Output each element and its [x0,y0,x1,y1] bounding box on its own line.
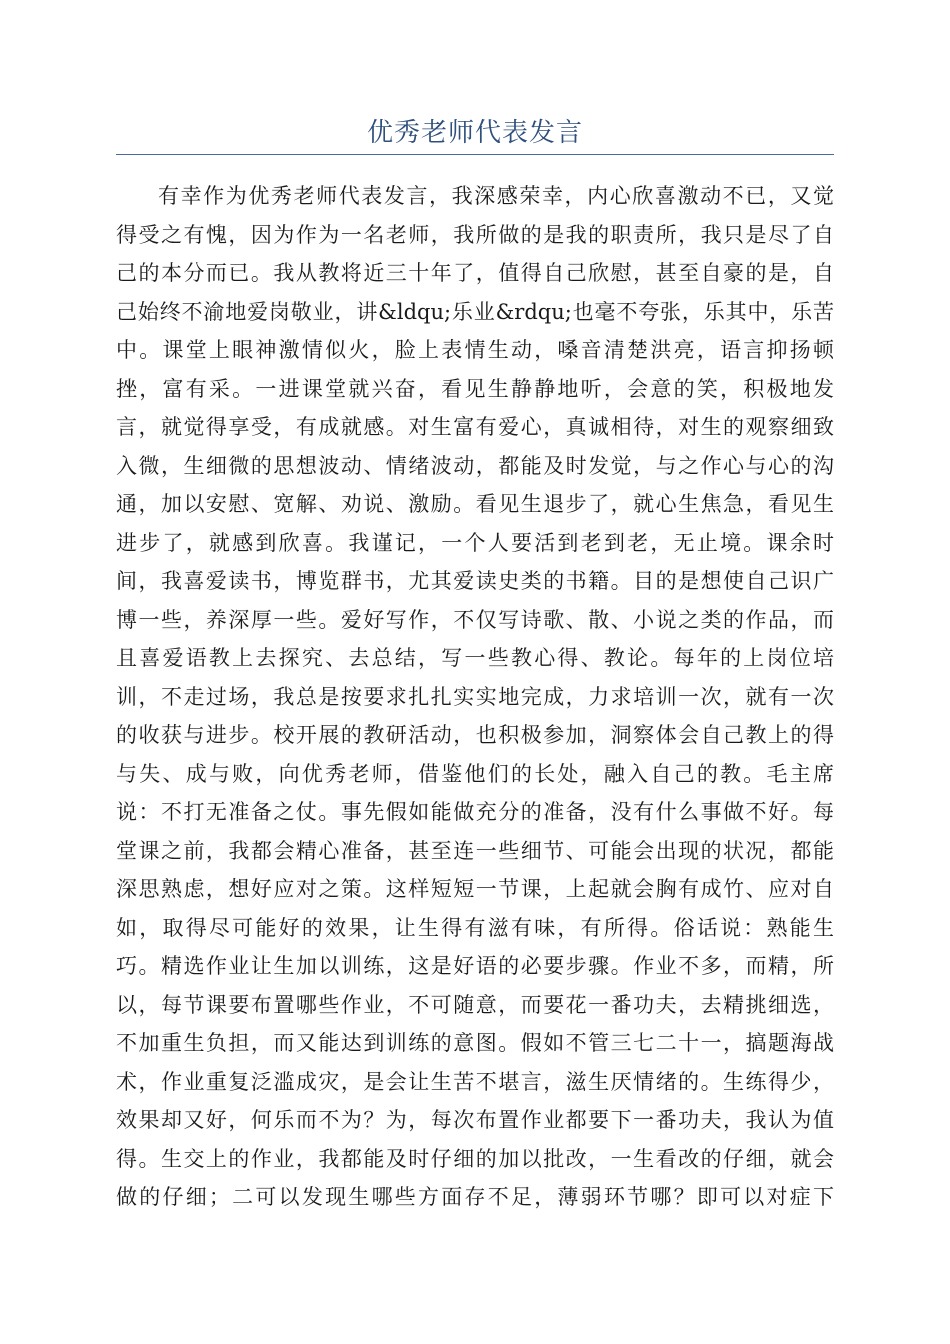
text-line: 的收获与进步。校开展的教研活动，也积极参加，洞察体会自己教上的得 [116,723,834,747]
text-line: 己的本分而已。我从教将近三十年了，值得自己欣慰，甚至自豪的是，自 [116,261,834,285]
text-line: 得受之有愧，因为作为一名老师，我所做的是我的职责所，我只是尽了自 [116,222,834,247]
text-line: 进步了，就感到欣喜。我谨记，一个人要活到老到老，无止境。课余时 [116,530,834,555]
text-line: 己始终不渝地爱岗敬业，讲&ldqu;乐业&rdqu;也毫不夸张，乐其中，乐苦 [116,299,834,324]
text-line: 深思熟虑，想好应对之策。这样短短一节课，上起就会胸有成竹、应对自 [116,877,834,901]
text-line: 挫，富有采。一进课堂就兴奋，看见生静静地听，会意的笑，积极地发 [116,376,834,401]
text-line: 通，加以安慰、宽解、劝说、激励。看见生退步了，就心生焦急，看见生 [116,492,834,516]
text-line: 说：不打无准备之仗。事先假如能做充分的准备，没有什么事做不好。每 [116,800,834,824]
text-line: 入微，生细微的思想波动、情绪波动，都能及时发觉，与之作心与心的沟 [116,453,834,478]
text-line: 与失、成与败，向优秀老师，借鉴他们的长处，融入自己的教。毛主席 [116,761,834,786]
text-line: 得。生交上的作业，我都能及时仔细的加以批改，一生看改的仔细，就会 [116,1146,834,1171]
text-line: 博一些，养深厚一些。爱好写作，不仅写诗歌、散、小说之类的作品，而 [116,607,834,632]
text-line: 堂课之前，我都会精心准备，甚至连一些细节、可能会出现的状况，都能 [116,838,834,863]
text-line: 有幸作为优秀老师代表发言，我深感荣幸，内心欣喜激动不已，又觉 [158,184,834,208]
text-line: 做的仔细；二可以发现生哪些方面存不足，薄弱环节哪？即可以对症下 [116,1185,834,1209]
text-line: 训，不走过场，我总是按要求扎扎实实地完成，力求培训一次，就有一次 [116,684,834,709]
title-underline [116,154,834,155]
body-paragraph [116,177,834,1217]
text-line: 且喜爱语教上去探究、去总结，写一些教心得、教论。每年的上岗位培 [116,646,834,670]
text-line: 不加重生负担，而又能达到训练的意图。假如不管三七二十一，搞题海战 [116,1031,834,1055]
text-line: 巧。精选作业让生加以训练，这是好语的必要步骤。作业不多，而精，所 [116,954,834,978]
text-line: 术，作业重复泛滥成灾，是会让生苦不堪言，滋生厌情绪的。生练得少， [116,1069,834,1094]
text-line: 言，就觉得享受，有成就感。对生富有爱心，真诚相待，对生的观察细致 [116,415,834,439]
text-line: 间，我喜爱读书，博览群书，尤其爱读史类的书籍。目的是想使自己识广 [116,569,834,593]
text-line: 如，取得尽可能好的效果，让生得有滋有味，有所得。俗话说：熟能生 [116,915,834,940]
document-title: 优秀老师代表发言 [366,118,583,148]
text-line: 中。课堂上眼神激情似火，脸上表情生动，嗓音清楚洪亮，语言抑扬顿 [116,338,834,362]
text-line: 效果却又好，何乐而不为？为，每次布置作业都要下一番功夫，我认为值 [116,1108,834,1132]
text-line: 以，每节课要布置哪些作业，不可随意，而要花一番功夫，去精挑细选， [116,992,834,1017]
